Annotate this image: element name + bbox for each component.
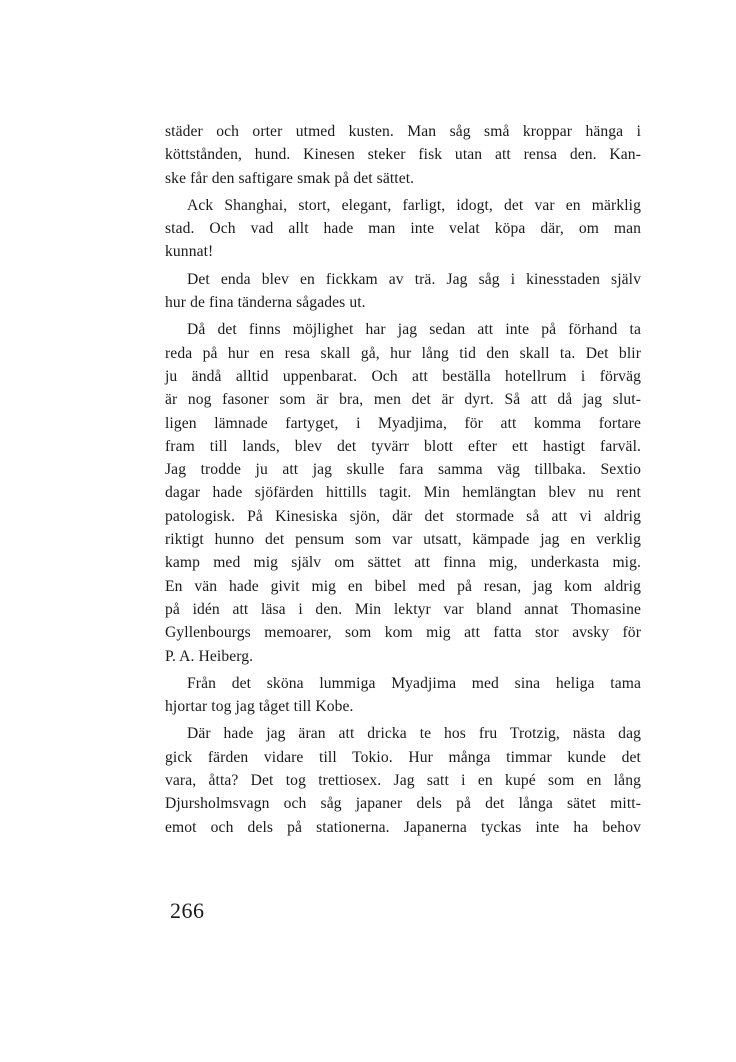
text-line: vara, åtta? Det tog trettiosex. Jag satt i en kupé som en lång	[165, 772, 641, 790]
text-line: Jag trodde ju att jag skulle fara samma väg tillbaka. Sextio	[165, 461, 641, 479]
text-line: fram till lands, blev det tyvärr blott efter ett hastigt farväl.	[165, 437, 641, 455]
text-line: är nog fasoner som är bra, men det är dyrt. Så att då jag slut-	[165, 391, 641, 409]
text-line: gick färden vidare till Tokio. Hur många timmar kunde det	[165, 748, 641, 766]
paragraph	[165, 722, 641, 838]
text-line: köttstånden, hund. Kinesen steker fisk utan att rensa den. Kan-	[165, 146, 641, 164]
text-line: ju ändå alltid uppenbarat. Och att beställa hotellrum i förväg	[165, 367, 641, 385]
text-line: emot och dels på stationerna. Japanerna tyckas inte ha behov	[165, 818, 641, 836]
text-line: reda på hur en resa skall gå, hur lång tid den skall ta. Det blir	[165, 344, 641, 362]
text-line: Då det finns möjlighet har jag sedan att inte på förhand ta	[187, 321, 641, 339]
text-line: ligen lämnade fartyget, i Myadjima, för att komma fortare	[165, 414, 641, 432]
text-line: ske får den saftigare smak på det sättet.	[165, 169, 415, 187]
text-line: kamp med mig själv om sättet att finna mig, underkasta mig.	[165, 554, 641, 572]
text-line: Ack Shanghai, stort, elegant, farligt, idogt, det var en märklig	[187, 196, 641, 214]
text-line: patologisk. På Kinesiska sjön, där det stormade så att vi aldrig	[165, 507, 641, 525]
text-line: Där hade jag äran att dricka te hos fru Trotzig, nästa dag	[187, 725, 641, 743]
paragraph	[165, 194, 641, 264]
paragraph	[165, 318, 641, 667]
text-line: kunnat!	[165, 243, 214, 261]
text-line: på idén att läsa i den. Min lektyr var bland annat Thomasine	[165, 600, 641, 618]
page-body	[165, 120, 641, 839]
text-line: hur de fina tänderna sågades ut.	[165, 294, 366, 312]
paragraph	[165, 268, 641, 315]
text-line: Från det sköna lummiga Myadjima med sina heliga tama	[187, 674, 641, 692]
text-line: Det enda blev en fickkam av trä. Jag såg i kinesstaden själv	[187, 270, 641, 288]
text-line: P. A. Heiberg.	[165, 647, 254, 665]
paragraph	[165, 672, 641, 719]
text-line: Djursholmsvagn och såg japaner dels på det långa sätet mitt-	[165, 795, 641, 813]
page-number: 266	[170, 898, 205, 923]
text-line: riktigt hunno det pensum som var utsatt, kämpade jag en verklig	[165, 531, 641, 549]
text-line: En vän hade givit mig en bibel med på resan, jag kom aldrig	[165, 577, 641, 595]
text-line: städer och orter utmed kusten. Man såg små kroppar hänga i	[165, 123, 641, 140]
text-line: dagar hade sjöfärden hittills tagit. Min hemlängtan blev nu rent	[165, 484, 641, 502]
text-line: stad. Och vad allt hade man inte velat köpa där, om man	[165, 220, 641, 238]
paragraph	[165, 120, 641, 190]
text-line: Gyllenbourgs memoarer, som kom mig att fatta stor avsky för	[165, 624, 641, 642]
text-line: hjortar tog jag tåget till Kobe.	[165, 698, 354, 716]
